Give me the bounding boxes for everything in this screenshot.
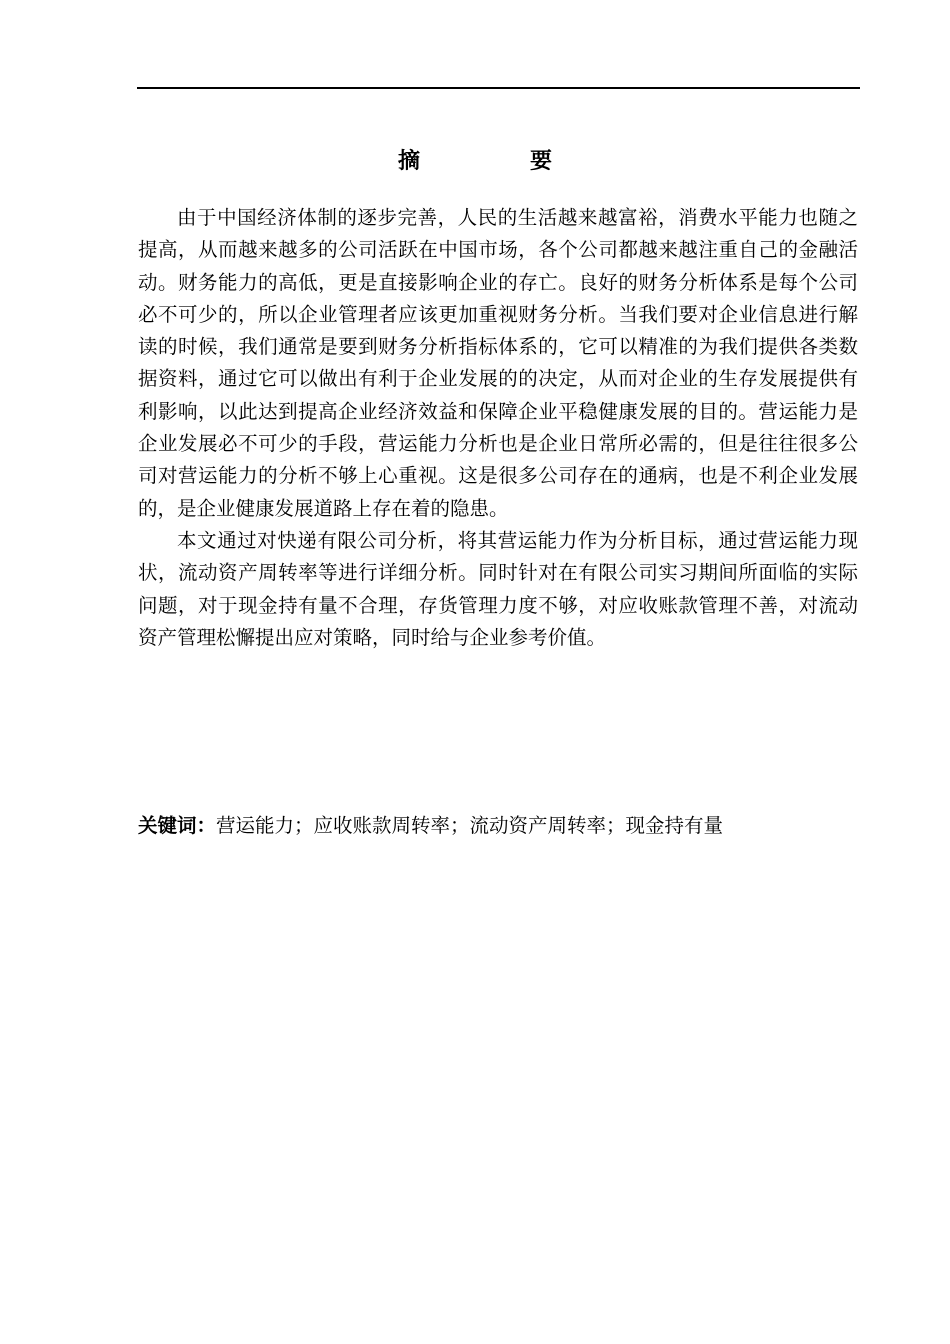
keywords-label: 关键词： xyxy=(138,814,217,837)
abstract-title-char-2: 要 xyxy=(530,149,553,174)
abstract-paragraph-1: 由于中国经济体制的逐步完善，人民的生活越来越富裕，消费水平能力也随之提高，从而越来越多的公司活跃在中国市场，各个公司都越来越注重自己的金融活动。财务能力的高低，更是直接影响企业的存亡。良好的财务分析体系是每个公司必不可少的，所以企业管理者应该更加重视财务分析。当我们要对企业信息进行解读的时候，我们通常是要到财务分析指标体系的，它可以精准的为我们提供各类数据资料，通过它可以做出有利于企业发展的的决定，从而对企业的生存发展提供有利影响，以此达到提高企业经济效益和保障企业平稳健康发展的目的。营运能力是企业发展必不可少的手段，营运能力分析也是企业日常所必需的，但是往往很多公司对营运能力的分析不够上心重视。这是很多公司存在的通病，也是不利企业发展的，是企业健康发展道路上存在着的隐患。 xyxy=(138,206,858,520)
header-rule xyxy=(137,87,860,89)
abstract-body xyxy=(138,202,858,654)
abstract-title-char-1: 摘 xyxy=(397,149,420,174)
keywords-line xyxy=(138,810,858,842)
abstract-title xyxy=(0,146,950,178)
abstract-paragraph-2: 本文通过对快递有限公司分析，将其营运能力作为分析目标，通过营运能力现状，流动资产周转率等进行详细分析。同时针对在有限公司实习期间所面临的实际问题，对于现金持有量不合理，存货管理力度不够，对应收账款管理不善，对流动资产管理松懈提出应对策略，同时给与企业参考价值。 xyxy=(138,528,858,649)
keywords-value: 营运能力；应收账款周转率；流动资产周转率；现金持有量 xyxy=(216,814,724,837)
